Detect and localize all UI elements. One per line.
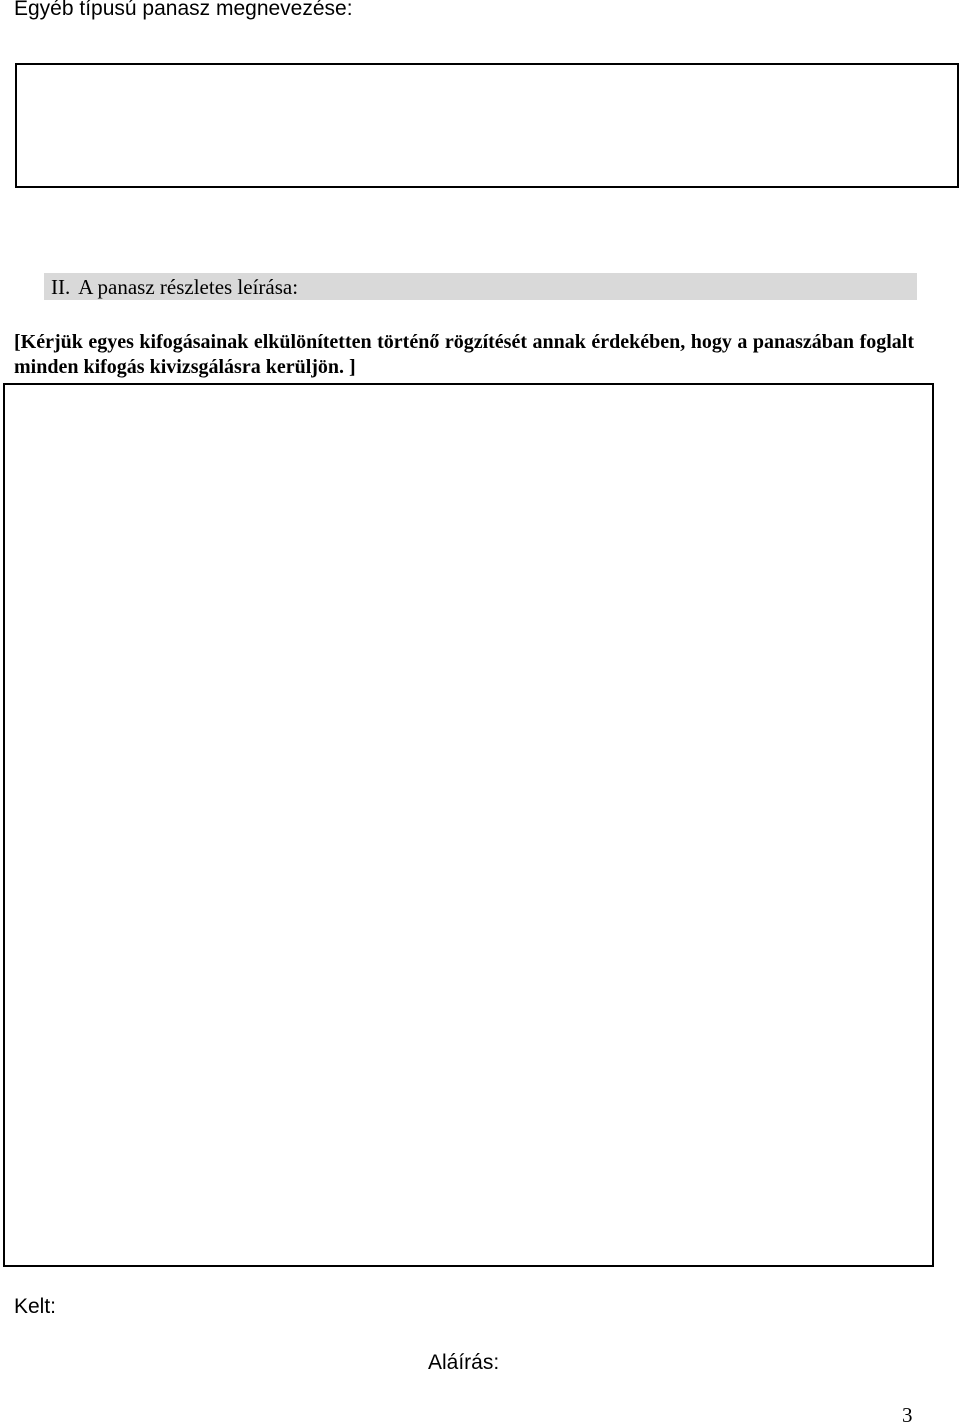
section-heading — [51, 274, 298, 300]
instruction-text: [Kérjük egyes kifogásainak elkülönítetten történő rögzítését annak érdekében, hogy a panaszában foglalt minden kifogás kivizsgálásra kerüljön. ] — [14, 331, 914, 378]
signature-label: Aláírás: — [428, 1351, 500, 1374]
section-number: II. — [51, 275, 71, 299]
section-title: A panasz részletes leírása: — [78, 275, 299, 299]
date-label: Kelt: — [14, 1295, 57, 1318]
other-complaint-field[interactable] — [15, 63, 959, 188]
complaint-detail-field[interactable] — [3, 383, 934, 1267]
other-complaint-label: Egyéb típusú panasz megnevezése: — [14, 0, 353, 20]
page-number: 3 — [902, 1403, 913, 1427]
